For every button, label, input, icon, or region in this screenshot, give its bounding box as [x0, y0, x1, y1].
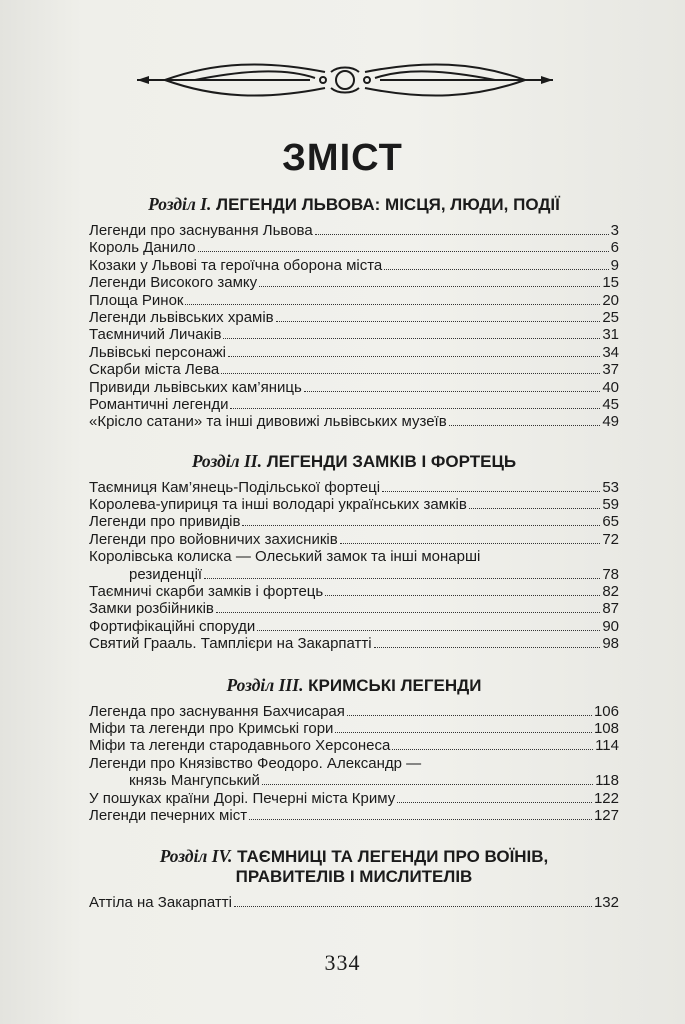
entry-page: 82 [602, 583, 619, 601]
toc-entry[interactable] [89, 344, 619, 361]
entry-page: 72 [602, 530, 619, 548]
entry-title: Король Данило [89, 239, 196, 257]
toc-entry[interactable] [89, 531, 619, 548]
entry-page: 40 [602, 378, 619, 396]
entry-page: 65 [602, 513, 619, 531]
entry-page: 122 [593, 789, 619, 807]
entry-title: князь Мангупський [129, 772, 260, 790]
entry-title: Святий Грааль. Тамплієри на Закарпатті [89, 635, 372, 653]
entry-title: Львівські персонажі [89, 343, 226, 361]
entry-page: 90 [602, 617, 619, 635]
section-title-line1: ТАЄМНИЦІ ТА ЛЕГЕНДИ ПРО ВОЇНІВ, [237, 847, 549, 867]
section-label: Розділ I [148, 194, 208, 214]
entry-title: Міфи та легенди стародавнього Херсонеса [89, 737, 391, 755]
section-title: ЛЕГЕНДИ ЗАМКІВ І ФОРТЕЦЬ [266, 451, 517, 471]
entry-title: Легенди про войовничих захисників [89, 530, 338, 548]
entry-page: 106 [593, 702, 619, 720]
toc-entry[interactable] [89, 292, 619, 309]
entry-page: 3 [610, 222, 619, 239]
toc-entry[interactable] [89, 600, 619, 617]
table-of-contents [89, 190, 619, 912]
entry-title: Легенди про привидів [89, 513, 241, 531]
entry-title: Легенди про заснування Львова [89, 222, 313, 239]
entry-page: 53 [602, 478, 619, 496]
entry-title: Легенда про заснування Бахчисарая [89, 702, 345, 720]
toc-entry[interactable] [89, 635, 619, 652]
entry-title: Таємничі скарби замків і фортець [89, 583, 324, 601]
toc-entry[interactable] [89, 513, 619, 530]
toc-entry[interactable] [89, 379, 619, 396]
toc-entry[interactable] [89, 479, 619, 496]
entry-page: 132 [593, 894, 619, 912]
entry-title: Легенди львівських храмів [89, 308, 274, 326]
toc-entry[interactable] [89, 618, 619, 635]
entry-title: Привиди львівських кам’яниць [89, 378, 302, 396]
entry-title: Королівська колиска — Олеський замок та інші монарші [89, 548, 481, 566]
toc-entry[interactable] [89, 566, 619, 583]
entry-page: 118 [595, 772, 619, 790]
entry-page: 31 [602, 326, 619, 344]
entry-title: Козаки у Львові та героїчна оборона міста [89, 256, 383, 274]
entry-title: Таємниця Кам’янець-Подільської фортеці [89, 478, 381, 496]
toc-entry[interactable] [89, 361, 619, 378]
entry-page: 108 [593, 719, 619, 737]
entry-page: 37 [602, 361, 619, 379]
toc-entry[interactable] [89, 222, 619, 239]
entry-title: Площа Ринок [89, 291, 184, 309]
toc-entry[interactable] [89, 257, 619, 274]
entry-page: 98 [602, 635, 619, 653]
entry-title: Таємничий Личаків [89, 326, 222, 344]
toc-entry[interactable] [89, 413, 619, 430]
section-heading: Розділ III. КРИМСЬКІ ЛЕГЕНДИ [226, 674, 482, 695]
toc-entry[interactable] [89, 396, 619, 413]
entry-page: 9 [610, 256, 619, 274]
toc-entry[interactable] [89, 703, 619, 720]
entry-title: Легенди Високого замку [89, 274, 258, 292]
decorative-ornament [135, 52, 555, 108]
entry-title: Королева-упириця та інші володарі українських замків [89, 496, 467, 514]
toc-entry[interactable] [89, 309, 619, 326]
entry-page: 25 [602, 308, 619, 326]
toc-entry-line1[interactable] [89, 548, 619, 565]
toc-entry[interactable] [89, 772, 619, 789]
toc-entry[interactable] [89, 326, 619, 343]
toc-entry[interactable] [89, 807, 619, 824]
entry-title: «Крісло сатани» та інші дивовижі львівських музеїв [89, 413, 447, 431]
toc-entry[interactable] [89, 239, 619, 256]
entry-page: 15 [602, 274, 619, 292]
entry-title: Замки розбійників [89, 600, 214, 618]
section-title: ЛЕГЕНДИ ЛЬВОВА: МІСЦЯ, ЛЮДИ, ПОДІЇ [216, 195, 560, 214]
section-heading: Розділ IV. ТАЄМНИЦІ ТА ЛЕГЕНДИ ПРО ВОЇНІВ, ПРАВИТЕЛІВ І МИСЛИТЕЛІВ [89, 842, 619, 894]
entry-page: 87 [602, 600, 619, 618]
page-number: 334 [324, 950, 361, 975]
entry-page: 34 [602, 343, 619, 361]
toc-entry[interactable] [89, 790, 619, 807]
entry-page: 49 [602, 413, 619, 431]
toc-entry[interactable] [89, 737, 619, 754]
page-title: ЗМІСТ [282, 137, 403, 179]
entry-page: 45 [602, 395, 619, 413]
entry-page: 114 [595, 737, 619, 755]
toc-entry[interactable] [89, 720, 619, 737]
entry-title: Легенди про Князівство Феодоро. Александр — [89, 754, 422, 772]
entry-page: 78 [602, 565, 619, 583]
entry-page: 6 [610, 239, 619, 257]
toc-entry-line1[interactable] [89, 755, 619, 772]
entry-title: резиденції [129, 565, 203, 583]
section-heading: Розділ I. ЛЕГЕНДИ ЛЬВОВА: МІСЦЯ, ЛЮДИ, ПОДІЇ [148, 194, 560, 214]
entry-title: Фортифікаційні споруди [89, 617, 256, 635]
entry-page: 20 [602, 291, 619, 309]
entry-title: У пошуках країни Дорі. Печерні міста Криму [89, 789, 396, 807]
toc-entry[interactable] [89, 583, 619, 600]
section-label: Розділ III [226, 674, 300, 695]
toc-entry[interactable] [89, 894, 619, 911]
section-label: Розділ II [191, 450, 258, 471]
entry-title: Скарби міста Лева [89, 361, 220, 379]
entry-page: 127 [593, 806, 619, 824]
section-title: КРИМСЬКІ ЛЕГЕНДИ [308, 675, 482, 695]
toc-entry[interactable] [89, 274, 619, 291]
entry-title: Міфи та легенди про Кримські гори [89, 719, 334, 737]
entry-title: Аттіла на Закарпатті [89, 894, 232, 912]
section-label: Розділ IV [159, 846, 229, 867]
toc-entry[interactable] [89, 496, 619, 513]
entry-page: 59 [602, 496, 619, 514]
section-title-line2: ПРАВИТЕЛІВ І МИСЛИТЕЛІВ [235, 867, 473, 887]
section-heading: Розділ II. ЛЕГЕНДИ ЗАМКІВ І ФОРТЕЦЬ [191, 450, 517, 471]
entry-title: Романтичні легенди [89, 395, 229, 413]
entry-title: Легенди печерних міст [89, 806, 248, 824]
